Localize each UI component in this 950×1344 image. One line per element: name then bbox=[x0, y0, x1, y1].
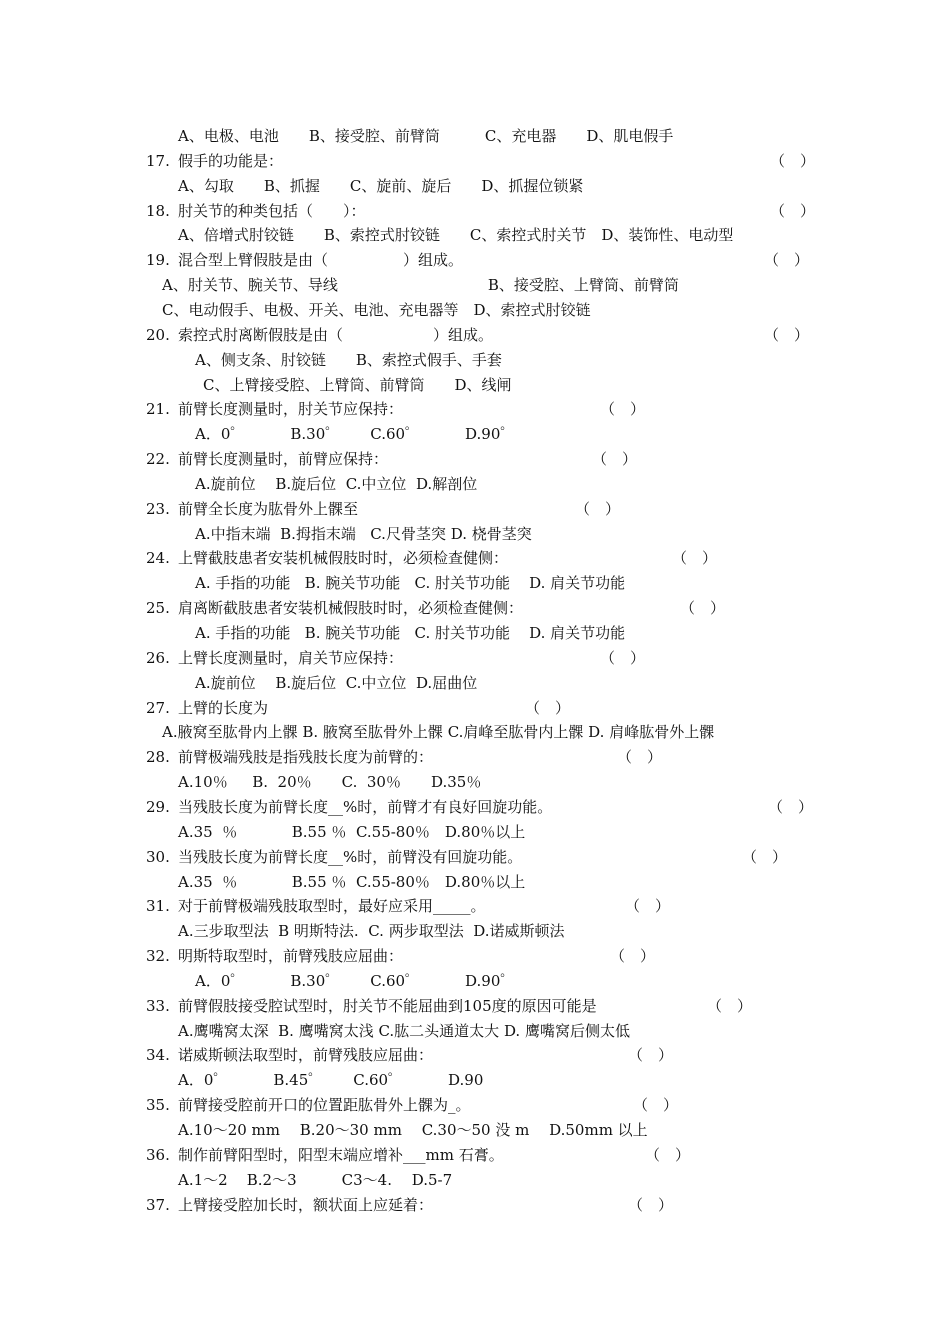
question-number: 27. bbox=[146, 698, 170, 717]
question-text: 假手的功能是： bbox=[178, 151, 284, 170]
question-row bbox=[0, 646, 950, 671]
question-number: 32. bbox=[146, 947, 170, 966]
options-row bbox=[0, 1019, 950, 1044]
options-row bbox=[0, 621, 950, 646]
options-row bbox=[0, 273, 950, 298]
options-text: A．0゜ B.45゜ C.60゜ D.90 bbox=[178, 1071, 484, 1090]
options-text: A．0゜ B.30゜ C.60゜ D.90゜ bbox=[195, 971, 516, 990]
options-row bbox=[0, 522, 950, 547]
answer-blank: （ ） bbox=[633, 1096, 679, 1115]
options-row bbox=[0, 174, 950, 199]
answer-blank: （ ） bbox=[764, 251, 810, 270]
options-text: A、肘关节、腕关节、导线 B、接受腔、上臂筒、前臂筒 bbox=[162, 276, 679, 295]
answer-blank: （ ） bbox=[628, 1195, 674, 1214]
options-text: C、上臂接受腔、上臂筒、前臂筒 D、线闸 bbox=[203, 375, 512, 394]
answer-blank: （ ） bbox=[764, 325, 810, 344]
answer-blank: （ ） bbox=[628, 1046, 674, 1065]
question-text: 上臂的长度为 bbox=[178, 698, 269, 717]
question-text: 前臂接受腔前开口的位置距肱骨外上髁为_。 bbox=[178, 1096, 471, 1115]
question-text: 前臂长度测量时，前臂应保持： bbox=[178, 450, 389, 469]
options-text: A．0゜ B.30゜ C.60゜ D.90゜ bbox=[195, 425, 516, 444]
question-number: 21. bbox=[146, 400, 170, 419]
answer-blank: （ ） bbox=[742, 847, 788, 866]
options-text: A.中指末端 B.拇指末端 C.尺骨茎突 D. 桡骨茎突 bbox=[195, 524, 532, 543]
question-row bbox=[0, 199, 950, 224]
question-text: 当残肢长度为前臂长度__%时，前臂没有回旋功能。 bbox=[178, 847, 523, 866]
question-text: 肩离断截肢患者安装机械假肢时时，必须检查健侧： bbox=[178, 599, 524, 618]
question-number: 37. bbox=[146, 1195, 170, 1214]
question-row bbox=[0, 447, 950, 472]
question-row bbox=[0, 845, 950, 870]
options-text: A.1～2 B.2～3 C3～4. D.5-7 bbox=[178, 1170, 453, 1189]
question-text: 上臂接受腔加长时，额状面上应延着： bbox=[178, 1195, 434, 1214]
question-row bbox=[0, 696, 950, 721]
options-row bbox=[0, 422, 950, 447]
answer-blank: （ ） bbox=[768, 797, 814, 816]
question-row bbox=[0, 1193, 950, 1218]
options-row bbox=[0, 820, 950, 845]
answer-blank: （ ） bbox=[672, 549, 718, 568]
question-text: 明斯特取型时，前臂残肢应屈曲： bbox=[178, 947, 404, 966]
options-text: A.10～20 mm B.20～30 mm C.30～50 没 m D.50mm 以上 bbox=[178, 1121, 648, 1139]
question-number: 34. bbox=[146, 1046, 170, 1065]
options-text: A.35 ％ B.55 ％ C.55-80％ D.80％以上 bbox=[178, 822, 526, 841]
question-row bbox=[0, 795, 950, 820]
question-number: 17. bbox=[146, 151, 170, 170]
options-row bbox=[0, 870, 950, 895]
answer-blank: （ ） bbox=[610, 947, 656, 966]
options-text: A、侧支条、肘铰链 B、索控式假手、手套 bbox=[195, 350, 502, 369]
question-row bbox=[0, 894, 950, 919]
options-text: A.三步取型法 B 明斯特法. C. 两步取型法 D.诺威斯顿法 bbox=[178, 922, 565, 941]
answer-blank: （ ） bbox=[707, 996, 753, 1015]
options-row bbox=[0, 671, 950, 696]
question-text: 上臂长度测量时，肩关节应保持： bbox=[178, 648, 404, 667]
options-row bbox=[0, 1118, 950, 1143]
answer-blank: （ ） bbox=[600, 400, 646, 419]
question-text: 上臂截肢患者安装机械假肢时时，必须检查健侧： bbox=[178, 549, 509, 568]
question-text: 制作前臂阳型时，阳型末端应增补___mm 石膏。 bbox=[178, 1145, 504, 1164]
question-number: 23. bbox=[146, 499, 170, 518]
question-text: 前臂全长度为肱骨外上髁至 bbox=[178, 499, 359, 518]
answer-blank: （ ） bbox=[592, 450, 638, 469]
options-row bbox=[0, 298, 950, 323]
question-text: 混合型上臂假肢是由（ ）组成。 bbox=[178, 251, 464, 270]
options-row bbox=[0, 223, 950, 248]
question-row bbox=[0, 1143, 950, 1168]
options-row bbox=[0, 720, 950, 745]
answer-blank: （ ） bbox=[525, 698, 571, 717]
answer-blank: （ ） bbox=[625, 897, 671, 916]
question-row bbox=[0, 323, 950, 348]
options-text: A、勾取 B、抓握 C、旋前、旋后 D、抓握位锁紧 bbox=[178, 176, 584, 195]
question-text: 当残肢长度为前臂长度__%时，前臂才有良好回旋功能。 bbox=[178, 797, 553, 816]
question-number: 36. bbox=[146, 1145, 170, 1164]
question-row bbox=[0, 1043, 950, 1068]
options-text: A. 手指的功能 B. 腕关节功能 C. 肘关节功能 D. 肩关节功能 bbox=[195, 624, 626, 642]
options-text: A. 手指的功能 B. 腕关节功能 C. 肘关节功能 D. 肩关节功能 bbox=[195, 574, 626, 593]
question-number: 22. bbox=[146, 450, 170, 469]
question-text: 肘关节的种类包括（ ）： bbox=[178, 201, 366, 220]
question-number: 33. bbox=[146, 996, 170, 1015]
question-row bbox=[0, 596, 950, 621]
question-number: 31. bbox=[146, 897, 170, 916]
options-row bbox=[0, 969, 950, 994]
answer-blank: （ ） bbox=[600, 648, 646, 667]
options-row bbox=[0, 348, 950, 373]
options-row bbox=[0, 373, 950, 398]
question-row bbox=[0, 149, 950, 174]
options-row bbox=[0, 472, 950, 497]
options-row bbox=[0, 919, 950, 944]
answer-blank: （ ） bbox=[770, 151, 816, 170]
options-text: A、电极、电池 B、接受腔、前臂筒 C、充电器 D、肌电假手 bbox=[178, 127, 674, 145]
question-text: 诺威斯顿法取型时，前臂残肢应屈曲： bbox=[178, 1046, 434, 1065]
question-number: 25. bbox=[146, 599, 170, 618]
options-row bbox=[0, 1068, 950, 1093]
options-text: A.35 ％ B.55 ％ C.55-80％ D.80％以上 bbox=[178, 872, 526, 891]
question-row bbox=[0, 994, 950, 1019]
answer-blank: （ ） bbox=[645, 1145, 691, 1164]
question-row bbox=[0, 397, 950, 422]
options-text: A.旋前位 B.旋后位 C.中立位 D.解剖位 bbox=[195, 474, 478, 493]
options-text: A.鹰嘴窝太深 B. 鹰嘴窝太浅 C.肱二头通道太大 D. 鹰嘴窝后侧太低 bbox=[178, 1021, 630, 1040]
question-text: 前臂极端残肢是指残肢长度为前臂的： bbox=[178, 748, 434, 767]
options-row bbox=[0, 124, 950, 149]
question-number: 18. bbox=[146, 201, 170, 220]
question-number: 35. bbox=[146, 1096, 170, 1115]
options-row bbox=[0, 1168, 950, 1193]
question-row bbox=[0, 745, 950, 770]
options-text: A.10％ B. 20％ C. 30％ D.35％ bbox=[178, 773, 482, 792]
options-text: A.腋窝至肱骨内上髁 B. 腋窝至肱骨外上髁 C.肩峰至肱骨内上髁 D. 肩峰肱骨外上髁 bbox=[162, 723, 715, 742]
question-number: 24. bbox=[146, 549, 170, 568]
options-text: A.旋前位 B.旋后位 C.中立位 D.屈曲位 bbox=[195, 673, 478, 692]
question-text: 索控式肘离断假肢是由（ ）组成。 bbox=[178, 325, 494, 344]
question-row bbox=[0, 248, 950, 273]
options-text: A、倍增式肘铰链 B、索控式肘铰链 C、索控式肘关节 D、装饰性、电动型 bbox=[178, 226, 734, 245]
question-number: 26. bbox=[146, 648, 170, 667]
question-number: 30. bbox=[146, 847, 170, 866]
question-number: 20. bbox=[146, 325, 170, 344]
question-text: 对于前臂极端残肢取型时，最好应采用_____。 bbox=[178, 897, 486, 916]
question-number: 29. bbox=[146, 797, 170, 816]
question-text: 前臂长度测量时，肘关节应保持： bbox=[178, 400, 404, 419]
answer-blank: （ ） bbox=[575, 499, 621, 518]
answer-blank: （ ） bbox=[770, 201, 816, 220]
answer-blank: （ ） bbox=[617, 748, 663, 767]
question-text: 前臂假肢接受腔试型时，肘关节不能屈曲到105度的原因可能是 bbox=[178, 996, 597, 1015]
question-row bbox=[0, 546, 950, 571]
question-number: 19. bbox=[146, 251, 170, 270]
question-row bbox=[0, 944, 950, 969]
question-row bbox=[0, 497, 950, 522]
question-row bbox=[0, 1093, 950, 1118]
options-row bbox=[0, 571, 950, 596]
options-row bbox=[0, 770, 950, 795]
options-text: C、电动假手、电极、开关、电池、充电器等 D、索控式肘铰链 bbox=[162, 300, 591, 319]
question-number: 28. bbox=[146, 748, 170, 767]
answer-blank: （ ） bbox=[680, 599, 726, 618]
